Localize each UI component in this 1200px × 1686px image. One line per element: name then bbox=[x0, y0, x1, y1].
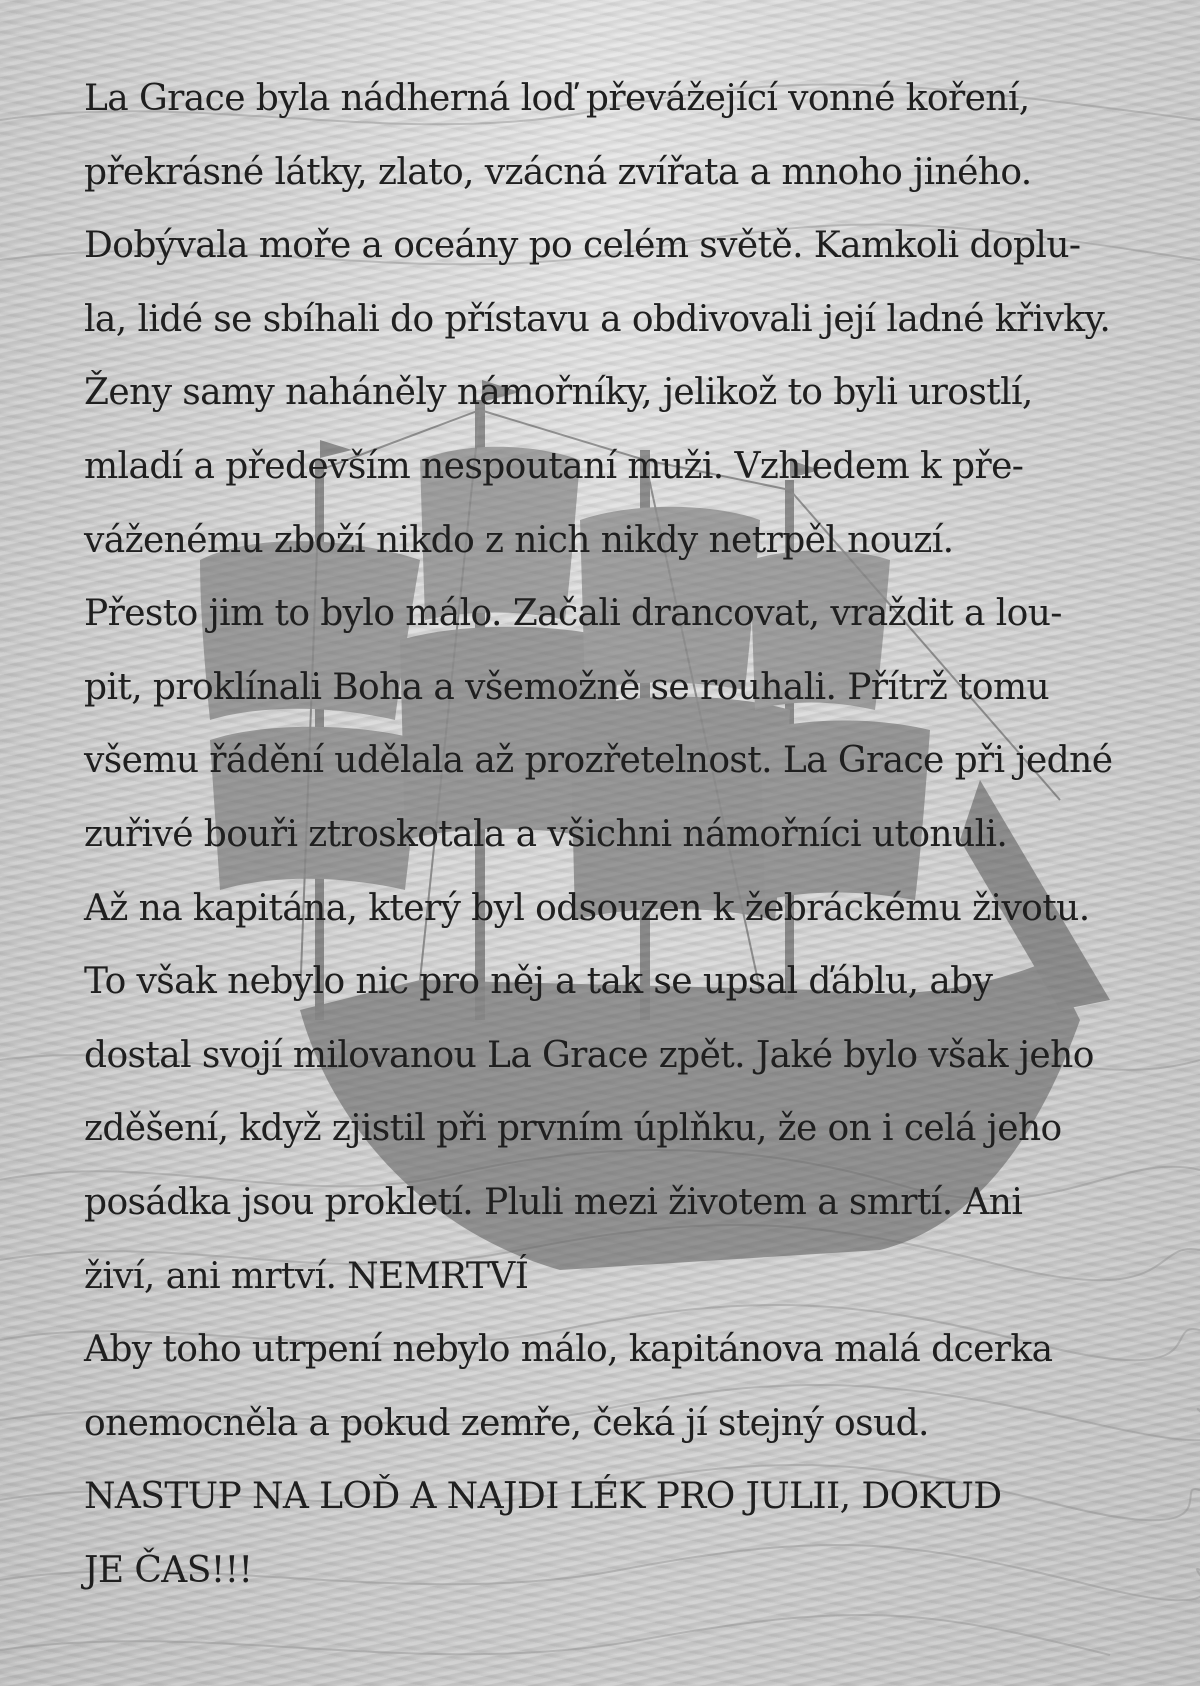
story-line: onemocněla a pokud zemře, čeká jí stejný osud. bbox=[84, 1402, 929, 1444]
story-line: mladí a především nespoutaní muži. Vzhledem k pře- bbox=[84, 445, 1024, 487]
story-line: všemu řádění udělala až prozřetelnost. La Grace při jedné bbox=[84, 740, 1113, 782]
story-line: la, lidé se sbíhali do přístavu a obdivovali její ladné křivky. bbox=[84, 298, 1111, 340]
story-line: zuřivé bouři ztroskotala a všichni námořníci utonuli. bbox=[84, 813, 1008, 855]
story-line: Přesto jim to bylo málo. Začali drancovat, vraždit a lou- bbox=[84, 593, 1062, 635]
story-line: váženému zboží nikdo z nich nikdy netrpěl nouzí. bbox=[84, 519, 954, 561]
story-line: La Grace byla nádherná loď převážející vonné koření, bbox=[84, 78, 1030, 119]
story-line: Ženy samy naháněly námořníky, jelikož to byli urostlí, bbox=[84, 372, 1033, 414]
story-line: JE ČAS!!! bbox=[84, 1549, 253, 1591]
story-line: NASTUP NA LOĎ A NAJDI LÉK PRO JULII, DOKUD bbox=[84, 1476, 1002, 1518]
story-line: překrásné látky, zlato, vzácná zvířata a mnoho jiného. bbox=[84, 151, 1032, 193]
story-line: dostal svojí milovanou La Grace zpět. Jaké bylo však jeho bbox=[84, 1034, 1094, 1076]
story-line: zděšení, když zjistil při prvním úplňku, že on i celá jeho bbox=[84, 1108, 1062, 1150]
story-line: Dobývala moře a oceány po celém světě. Kamkoli doplu- bbox=[84, 225, 1081, 267]
story-line: pit, proklínali Boha a všemožně se rouhali. Přítrž tomu bbox=[84, 666, 1050, 708]
story-line: Aby toho utrpení nebylo málo, kapitánova malá dcerka bbox=[84, 1329, 1053, 1371]
story-line: To však nebylo nic pro něj a tak se upsal ďáblu, aby bbox=[84, 961, 993, 1003]
story-line: živí, ani mrtví. NEMRTVÍ bbox=[84, 1255, 529, 1297]
story-line: posádka jsou prokletí. Pluli mezi životem a smrtí. Ani bbox=[84, 1181, 1023, 1223]
story-line: Až na kapitána, který byl odsouzen k žebráckému životu. bbox=[84, 887, 1090, 929]
story-text bbox=[84, 62, 1124, 1607]
